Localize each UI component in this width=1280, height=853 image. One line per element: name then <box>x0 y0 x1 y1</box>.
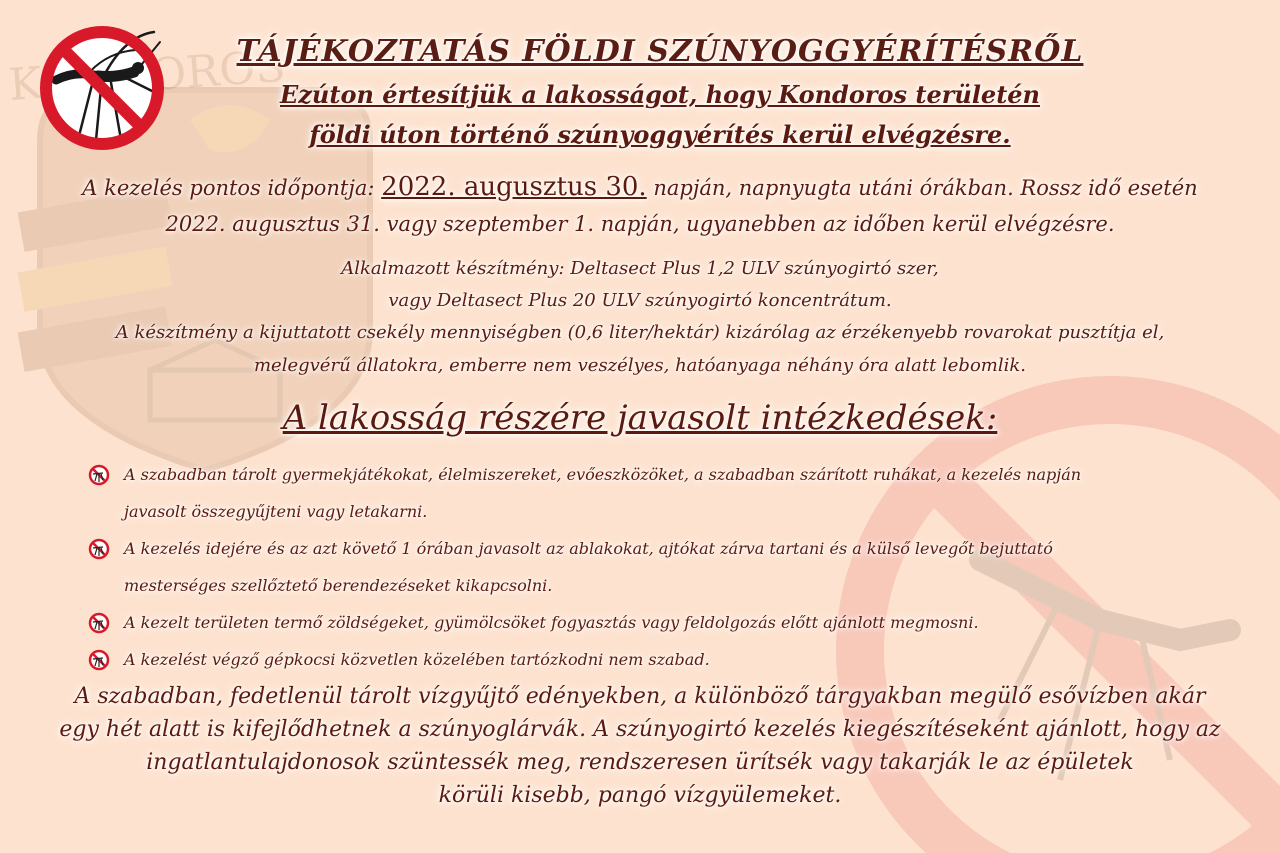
notice-subtitle-line2: földi úton történő szúnyoggyérítés kerül elvégzésre. <box>309 120 1011 149</box>
recommendations-heading: A lakosság részére javasolt intézkedések: <box>282 398 998 438</box>
treatment-time-suffix: napján, napnyugta utáni órákban. Rossz idő esetén <box>653 176 1198 200</box>
list-item <box>88 530 1198 604</box>
no-mosquito-icon <box>88 538 110 560</box>
product-line2: vagy Deltasect Plus 20 ULV szúnyogirtó koncentrátum. <box>388 290 892 311</box>
notice-subtitle-line1: Ezúton értesítjük a lakosságot, hogy Kondoros területén <box>279 80 1041 109</box>
notice-title: TÁJÉKOZTATÁS FÖLDI SZÚNYOGGYÉRÍTÉSRŐL <box>236 34 1084 69</box>
list-item-line2: mesterséges szellőztető berendezéseket kikapcsolni. <box>124 576 553 595</box>
closing-line1: A szabadban, fedetlenül tárolt vízgyűjtő edényekben, a különböző tárgyakban megülő esővízben akár <box>74 684 1206 709</box>
treatment-date: 2022. augusztus 30. <box>381 172 647 202</box>
recommendations-list <box>88 456 1198 678</box>
list-item-line1: A kezelés idejére és az azt követő 1 órában javasolt az ablakokat, ajtókat zárva tartani és a külső levegőt bejuttató <box>124 539 1053 558</box>
list-item <box>88 456 1198 530</box>
list-item <box>88 604 1198 641</box>
list-item-line1: A szabadban tárolt gyermekjátékokat, élelmiszereket, evőeszközöket, a szabadban szárított ruhákat, a kezelés napján <box>124 465 1082 484</box>
product-line1: Alkalmazott készítmény: Deltasect Plus 1,2 ULV szúnyogirtó szer, <box>341 258 939 279</box>
list-item-line1: A kezelt területen termő zöldségeket, gyümölcsöket fogyasztás vagy feldolgozás előtt ajánlott megmosni. <box>124 613 979 632</box>
no-mosquito-icon <box>88 464 110 486</box>
treatment-time <box>0 172 1280 202</box>
no-mosquito-icon <box>88 612 110 634</box>
closing-line2: egy hét alatt is kifejlődhetnek a szúnyoglárvák. A szúnyogirtó kezelés kiegészítéseként ajánlott, hogy az <box>59 717 1221 742</box>
product-line4: melegvérű állatokra, emberre nem veszélyes, hatóanyaga néhány óra alatt lebomlik. <box>253 355 1027 376</box>
no-mosquito-icon <box>88 649 110 671</box>
closing-line4: körüli kisebb, pangó vízgyülemeket. <box>438 783 842 808</box>
list-item <box>88 641 1198 678</box>
alternate-dates: 2022. augusztus 31. vagy szeptember 1. napján, ugyanebben az időben kerül elvégzésre. <box>165 212 1115 236</box>
product-line3: A készítmény a kijuttatott csekély mennyiségben (0,6 liter/hektár) kizárólag az érzékenyebb rovarokat pusztítja el, <box>115 322 1165 343</box>
closing-paragraph <box>0 680 1280 812</box>
list-item-line1: A kezelést végző gépkocsi közvetlen közelében tartózkodni nem szabad. <box>124 650 710 669</box>
treatment-time-prefix: A kezelés pontos időpontja: <box>82 176 375 200</box>
list-item-line2: javasolt összegyűjteni vagy letakarni. <box>124 502 428 521</box>
closing-line3: ingatlantulajdonosok szüntessék meg, rendszeresen ürítsék vagy takarják le az épületek <box>146 750 1134 775</box>
